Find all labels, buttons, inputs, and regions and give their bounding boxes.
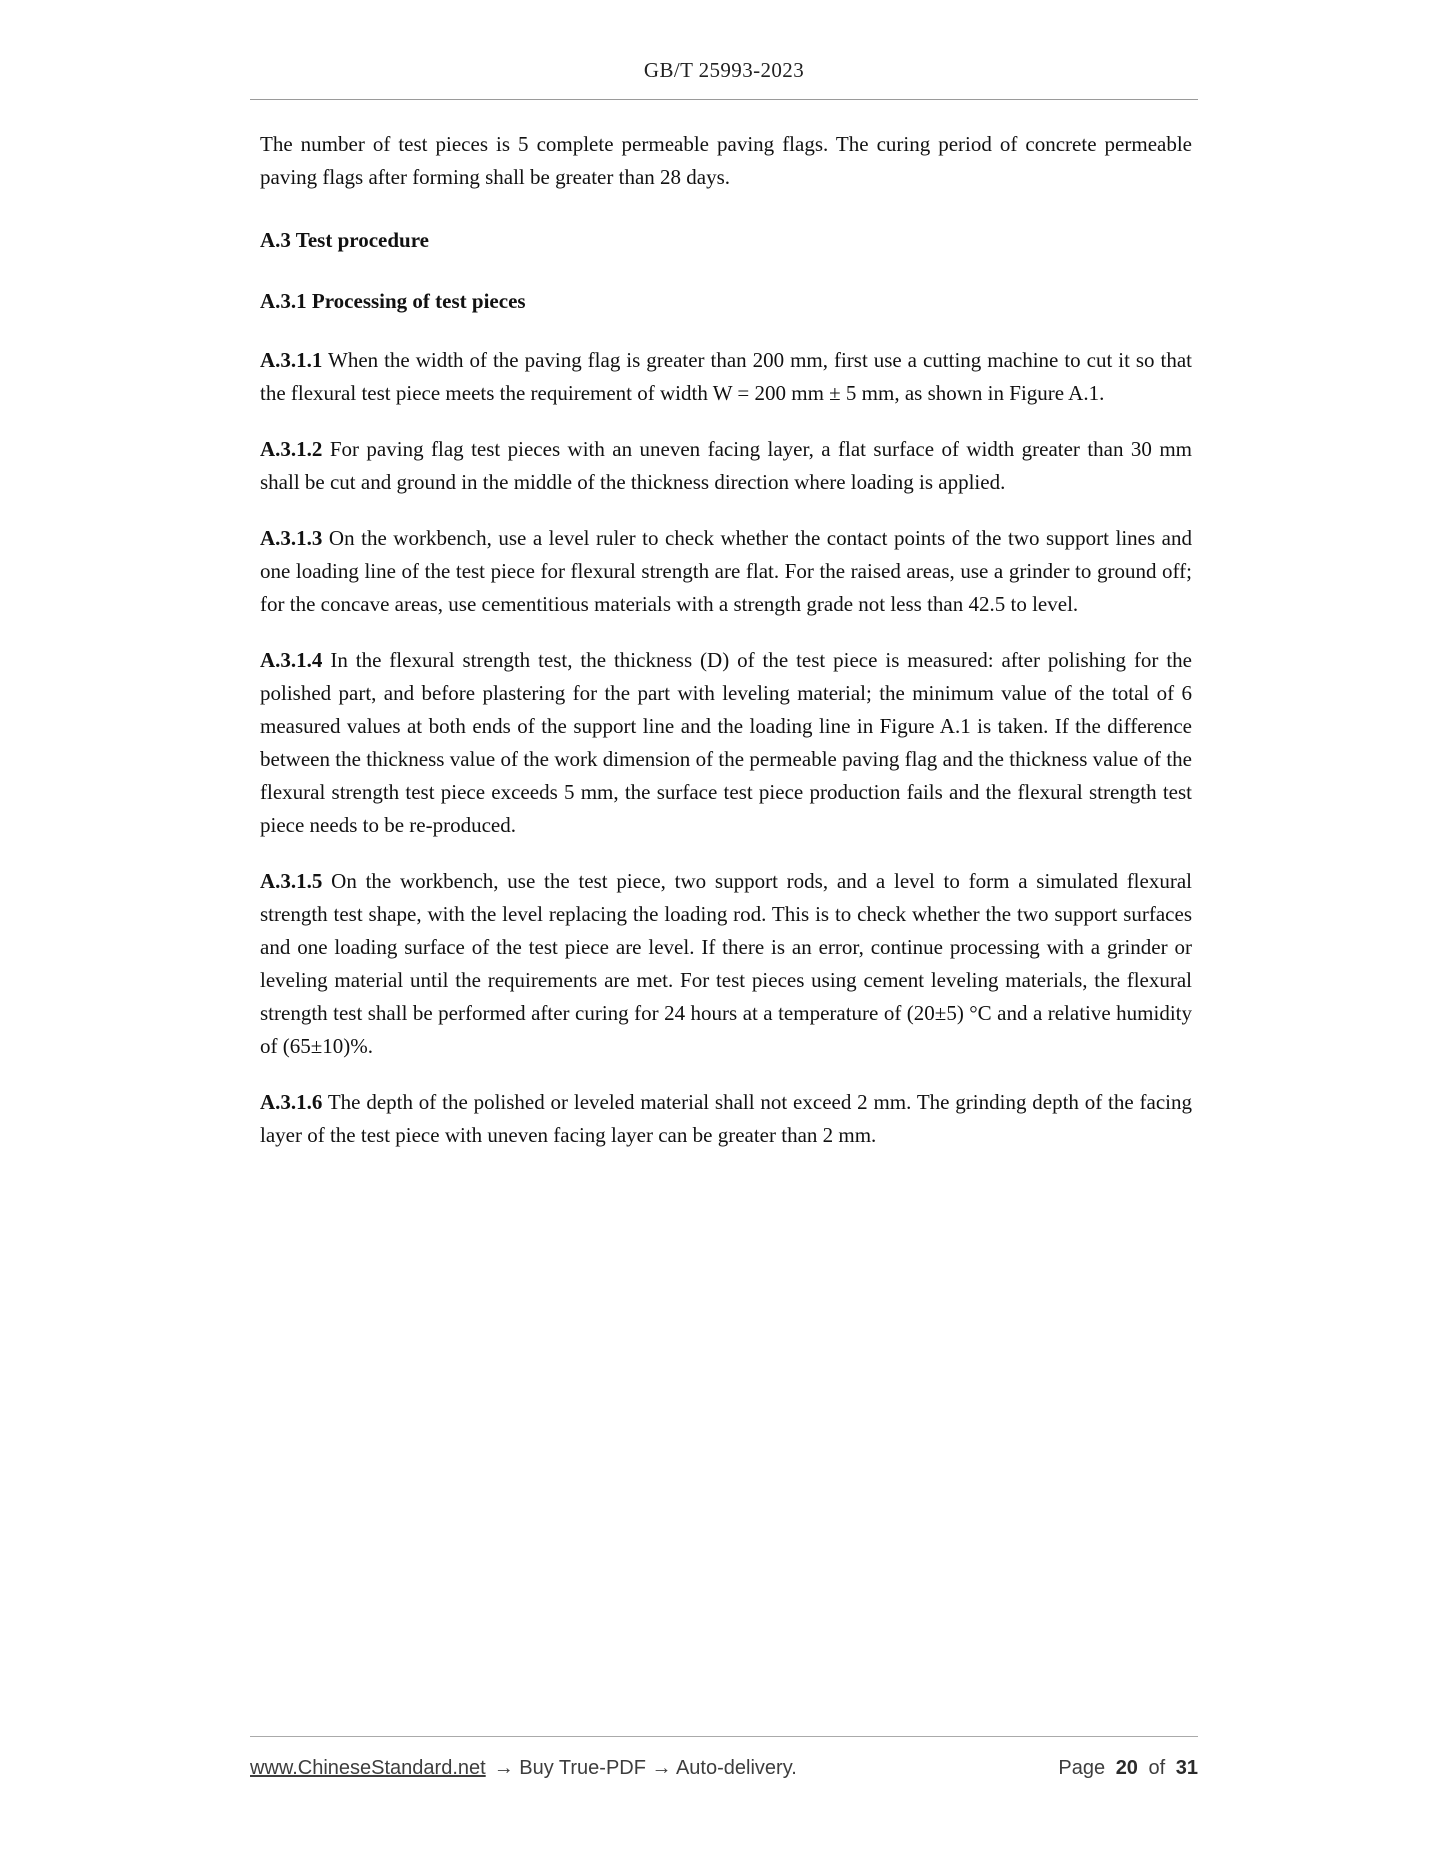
clause-a315 [260, 865, 1192, 1063]
clause-a314 [260, 644, 1192, 842]
page-label: Page [1058, 1757, 1106, 1779]
clause-number: A.3.1.6 [260, 1090, 323, 1114]
clause-number: A.3.1.4 [260, 648, 323, 672]
page-header [250, 0, 1198, 100]
document-body [260, 128, 1192, 1175]
footer-left [250, 1757, 797, 1780]
chinesestandard-link[interactable]: www.ChineseStandard.net [250, 1757, 486, 1779]
heading-a31: A.3.1 Processing of test pieces [260, 289, 526, 313]
footer-row [250, 1737, 1198, 1780]
current-page-number: 20 [1115, 1757, 1138, 1779]
clause-text: On the workbench, use the test piece, two support rods, and a level to form a simulated flexural strength test shape, with the level replacing the loading rod. This is to check whether the two support surfaces and one loading surface of the test piece are level. If there is an error, continue processing with a grinder or leveling material until the requirements are met. For test pieces using cement leveling materials, the flexural strength test shall be performed after curing for 24 hours at a temperature of (20±5) °C and a relative humidity of (65±10)%. [260, 869, 1192, 1058]
clause-number: A.3.1.2 [260, 437, 323, 461]
clause-text: For paving flag test pieces with an uneven facing layer, a flat surface of width greater than 30 mm shall be cut and ground in the middle of the thickness direction where loading is applied. [260, 437, 1192, 494]
heading-a3: A.3 Test procedure [260, 228, 429, 252]
clause-number: A.3.1.1 [260, 348, 323, 372]
header-divider [250, 99, 1198, 100]
clause-number: A.3.1.5 [260, 869, 323, 893]
of-label: of [1148, 1757, 1166, 1779]
clause-a312 [260, 433, 1192, 499]
clause-number: A.3.1.3 [260, 526, 323, 550]
page-indicator [1058, 1757, 1198, 1780]
clause-text: The depth of the polished or leveled material shall not exceed 2 mm. The grinding depth of the facing layer of the test piece with uneven facing layer can be greater than 2 mm. [260, 1090, 1192, 1147]
footer-tagline: → Buy True-PDF → Auto-delivery. [493, 1757, 797, 1779]
clause-text: In the flexural strength test, the thickness (D) of the test piece is measured: after polishing for the polished part, and before plastering for the part with leveling material; the minimum value of the total of 6 measured values at both ends of the support line and the loading line in Figure A.1 is taken. If the difference between the thickness value of the work dimension of the permeable paving flag and the thickness value of the flexural strength test piece exceeds 5 mm, the surface test piece production fails and the flexural strength test piece needs to be re-produced. [260, 648, 1192, 837]
clause-a313 [260, 522, 1192, 621]
clause-text: On the workbench, use a level ruler to check whether the contact points of the two support lines and one loading line of the test piece for flexural strength are flat. For the raised areas, use a grinder to ground off; for the concave areas, use cementitious materials with a strength grade not less than 42.5 to level. [260, 526, 1192, 616]
clause-a311 [260, 344, 1192, 410]
page-footer [250, 1736, 1198, 1780]
clause-a316 [260, 1086, 1192, 1152]
intro-paragraph: The number of test pieces is 5 complete permeable paving flags. The curing period of concrete permeable paving flags after forming shall be greater than 28 days. [260, 132, 1192, 189]
standard-number: GB/T 25993-2023 [643, 58, 805, 82]
total-page-number: 31 [1175, 1757, 1198, 1779]
clause-text: When the width of the paving flag is greater than 200 mm, first use a cutting machine to cut it so that the flexural test piece meets the requirement of width W = 200 mm ± 5 mm, as shown in Figure A.1. [260, 348, 1192, 405]
